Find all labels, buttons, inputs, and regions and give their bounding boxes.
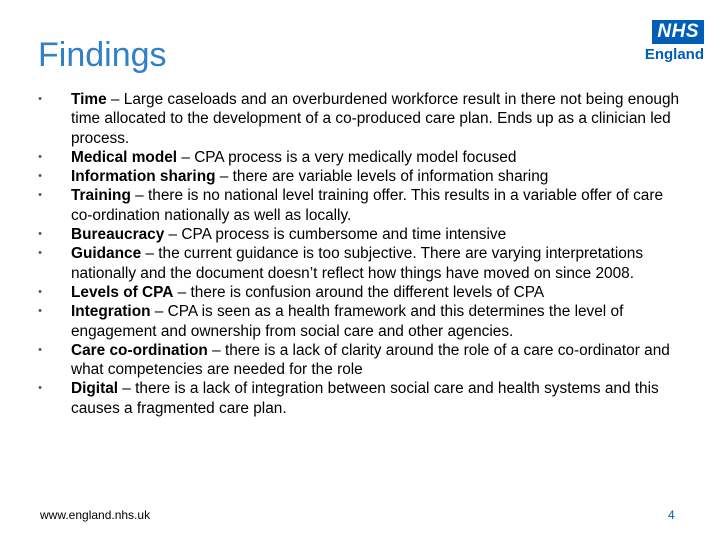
logo-subtext: England bbox=[644, 46, 704, 63]
list-item bbox=[40, 148, 680, 167]
item-separator: – bbox=[173, 283, 191, 301]
item-term: Medical model bbox=[71, 148, 178, 166]
item-term: Digital bbox=[71, 380, 119, 398]
bullet-icon: • bbox=[38, 382, 42, 395]
logo-box: NHS bbox=[652, 20, 704, 44]
item-term: Information sharing bbox=[71, 168, 216, 186]
list-item bbox=[40, 283, 680, 302]
bullet-icon: • bbox=[38, 343, 42, 356]
bullet-icon: • bbox=[38, 189, 42, 202]
item-separator: – bbox=[141, 245, 159, 263]
bullet-icon: • bbox=[38, 285, 42, 298]
bullet-icon: • bbox=[38, 247, 42, 260]
item-term: Guidance bbox=[71, 245, 142, 263]
item-text: there are variable levels of information sharing bbox=[232, 168, 549, 186]
slide-title: Findings bbox=[38, 36, 167, 74]
item-term: Levels of CPA bbox=[71, 283, 174, 301]
item-text: there is confusion around the different levels of CPA bbox=[190, 283, 545, 301]
item-text: CPA process is cumbersome and time intensive bbox=[181, 226, 507, 244]
nhs-england-logo bbox=[634, 20, 704, 63]
item-term: Integration bbox=[71, 303, 151, 321]
footer-url[interactable]: www.england.nhs.uk bbox=[40, 508, 151, 522]
list-item bbox=[40, 186, 680, 225]
item-separator: – bbox=[177, 148, 195, 166]
bullet-icon: • bbox=[38, 228, 42, 241]
item-text: there is no national level training offer. This results in a variable offer of care co-ordination nationally as well as locally. bbox=[71, 187, 664, 224]
bullet-icon: • bbox=[38, 305, 42, 318]
list-item bbox=[40, 379, 680, 418]
item-term: Care co-ordination bbox=[71, 341, 208, 359]
item-text: there is a lack of clarity around the role of a care co-ordinator and what competencies are needed for the role bbox=[71, 341, 670, 379]
list-item bbox=[40, 90, 680, 148]
list-item bbox=[40, 244, 680, 283]
item-separator: – bbox=[130, 187, 148, 205]
item-term: Training bbox=[71, 187, 131, 205]
findings-list bbox=[40, 90, 680, 418]
item-separator: – bbox=[150, 303, 168, 321]
item-separator: – bbox=[215, 168, 233, 186]
list-item bbox=[40, 225, 680, 244]
item-separator: – bbox=[118, 380, 136, 398]
item-text: there is a lack of integration between social care and health systems and this causes a fragmented care plan. bbox=[71, 380, 659, 417]
bullet-icon: • bbox=[38, 93, 42, 105]
item-term: Time bbox=[71, 91, 107, 108]
item-text: the current guidance is too subjective. There are varying interpretations nationally and the document doesn’t reflect how things have moved on since 2008. bbox=[71, 245, 644, 282]
item-separator: – bbox=[164, 226, 182, 244]
list-item bbox=[40, 341, 680, 380]
item-separator: – bbox=[106, 91, 124, 108]
list-item bbox=[40, 167, 680, 186]
item-text: CPA process is a very medically model focused bbox=[194, 148, 517, 166]
item-term: Bureaucracy bbox=[71, 226, 165, 244]
item-separator: – bbox=[207, 341, 225, 359]
item-text: CPA is seen as a health framework and this determines the level of engagement and ownership from social care and other agencies. bbox=[71, 303, 624, 340]
page-number: 4 bbox=[668, 508, 675, 522]
bullet-icon: • bbox=[38, 170, 42, 183]
bullet-icon: • bbox=[38, 150, 42, 163]
list-item bbox=[40, 302, 680, 341]
item-text: Large caseloads and an overburdened workforce result in there not being enough time allocated to the development of a co-produced care plan. Ends up as a clinician led process. bbox=[71, 91, 680, 147]
